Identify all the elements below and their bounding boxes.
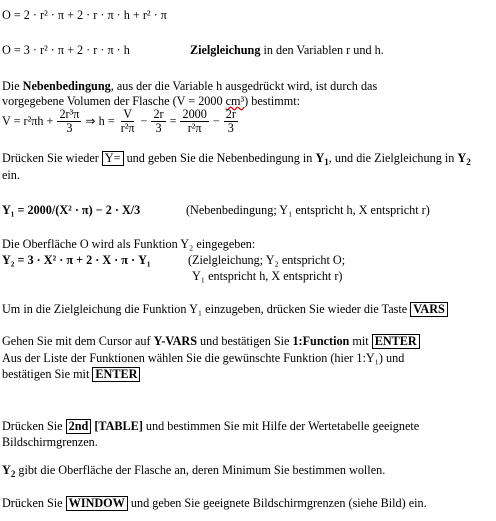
frac1-den: 3 <box>66 121 73 135</box>
press-y-text-a: Drücken Sie wieder <box>2 151 99 165</box>
window-key: WINDOW <box>66 496 128 511</box>
press-y-line <box>2 151 471 170</box>
fraction-2r-over-3-b <box>224 108 238 135</box>
fraction-v-over-r2pi <box>119 108 137 135</box>
window-text-b: und geben Sie geeignete Bildschirmgrenzen (siehe Bild) ein. <box>130 496 427 510</box>
window-text-a: Drücken Sie <box>2 496 63 510</box>
press-y-line-2: ein. <box>2 168 20 182</box>
table-text-a: Drücken Sie <box>2 419 63 433</box>
cursor-text-a: Gehen Sie mit dem Cursor auf <box>2 334 151 348</box>
cursor-text-b: und bestätigen Sie <box>200 334 290 348</box>
table-line-2: Bildschirmgrenzen. <box>2 435 98 449</box>
nebenbedingung-line-1 <box>2 79 377 94</box>
frac2-den: r²π <box>120 121 135 135</box>
vars-text: Um in die Zielgleichung die Funktion Y₁ einzugeben, drücken Sie wieder die Taste <box>2 302 408 316</box>
table-text-b: und bestimmen Sie mit Hilfe der Wertetabelle geeignete <box>145 419 420 433</box>
nebenbedingung-label: Nebenbedingung <box>22 79 111 93</box>
y2-definition: Y₂ = 3 · X² · π + 2 · X · π · Y₁ <box>2 253 151 267</box>
nebenbedingung-line-2 <box>2 94 300 109</box>
vars-line <box>2 302 448 317</box>
equation-surface-simplified: O = 3 · r² · π + 2 · r · π · h <box>2 43 130 57</box>
formula-minus-2: − <box>212 114 220 128</box>
second-key: 2nd <box>66 419 92 434</box>
formula-h-eq: ⇒ h = <box>85 114 115 128</box>
frac3-num: 2r <box>153 107 164 121</box>
y-equals-key: Y= <box>102 151 124 166</box>
frac5-num: 2r <box>225 107 236 121</box>
formula-v-eq: V = r²πh + <box>2 114 54 128</box>
enter-key-2: ENTER <box>92 367 140 382</box>
frac5-den: 3 <box>227 121 234 135</box>
y2-surface-label: $Y_2$ <box>2 463 16 479</box>
equation-surface-full: O = 2 · r² · π + 2 · r · π · h + r² · π <box>2 8 167 22</box>
nb-text-1: , aus der die Variable h ausgedrückt wird, ist durch das <box>110 79 378 93</box>
vars-key: VARS <box>410 302 448 317</box>
frac3-den: 3 <box>155 121 162 135</box>
confirm-line <box>2 367 140 382</box>
surface-text: Die Oberfläche O wird als Funktion Y₂ eingegeben: <box>2 237 256 251</box>
nb-text-2b: ) bestimmt: <box>244 94 301 108</box>
zielgleichung-text: in den Variablen r und h. <box>263 43 384 57</box>
nb-pre: Die <box>2 79 20 93</box>
y2-surface-text: gibt die Oberfläche der Flasche an, deren Minimum Sie bestimmen wollen. <box>18 463 386 477</box>
nb-text-2a: vorgegebene Volumen der Flasche (V = 2000 <box>2 94 223 108</box>
frac4-num: 2000 <box>182 107 207 121</box>
press-y-text-b: und geben Sie die Nebenbedingung in <box>126 151 313 165</box>
zielgleichung-label: Zielgleichung <box>190 43 261 57</box>
frac1-num: 2r³π <box>59 107 80 121</box>
cursor-text-c: mit <box>352 334 369 348</box>
formula-minus-1: − <box>140 114 148 128</box>
fraction-2000-over-r2pi <box>180 108 208 135</box>
zielgleichung-line <box>190 43 384 58</box>
function-label: 1:Function <box>292 334 350 348</box>
y1-note: (Nebenbedingung; Y₁ entspricht h, X entspricht r) <box>186 203 430 217</box>
window-line <box>2 496 427 511</box>
frac2-num: V <box>123 107 133 121</box>
y2-note-1: (Zielgleichung; Y₂ entspricht O; <box>188 253 346 267</box>
y1-definition: Y₁ = 2000/(X² · π) − 2 · X/3 <box>2 203 141 217</box>
y1-label: $Y_1$ <box>315 151 329 167</box>
y2-label: $Y_2$ <box>457 151 471 167</box>
y2-surface-line <box>2 463 385 482</box>
volume-formula <box>2 108 240 135</box>
table-line <box>2 419 419 434</box>
nb-unit: cm³ <box>225 94 245 108</box>
fraction-2r-over-3-a <box>151 108 165 135</box>
formula-eq: = <box>169 114 177 128</box>
list-line: Aus der Liste der Funktionen wählen Sie die gewünschte Funktion (hier 1:Y₁) und <box>2 351 405 365</box>
y-vars-label: Y-VARS <box>153 334 197 348</box>
cursor-line <box>2 334 420 349</box>
enter-key-1: ENTER <box>372 334 420 349</box>
press-y-text-c: , und die Zielgleichung in <box>328 151 455 165</box>
confirm-text: bestätigen Sie mit <box>2 367 90 381</box>
table-key-label: [TABLE] <box>94 419 143 433</box>
frac4-den: r²π <box>187 121 202 135</box>
fraction-2r3pi-over-3 <box>57 108 81 135</box>
y2-note-2: Y₁ entspricht h, X entspricht r) <box>192 269 343 283</box>
